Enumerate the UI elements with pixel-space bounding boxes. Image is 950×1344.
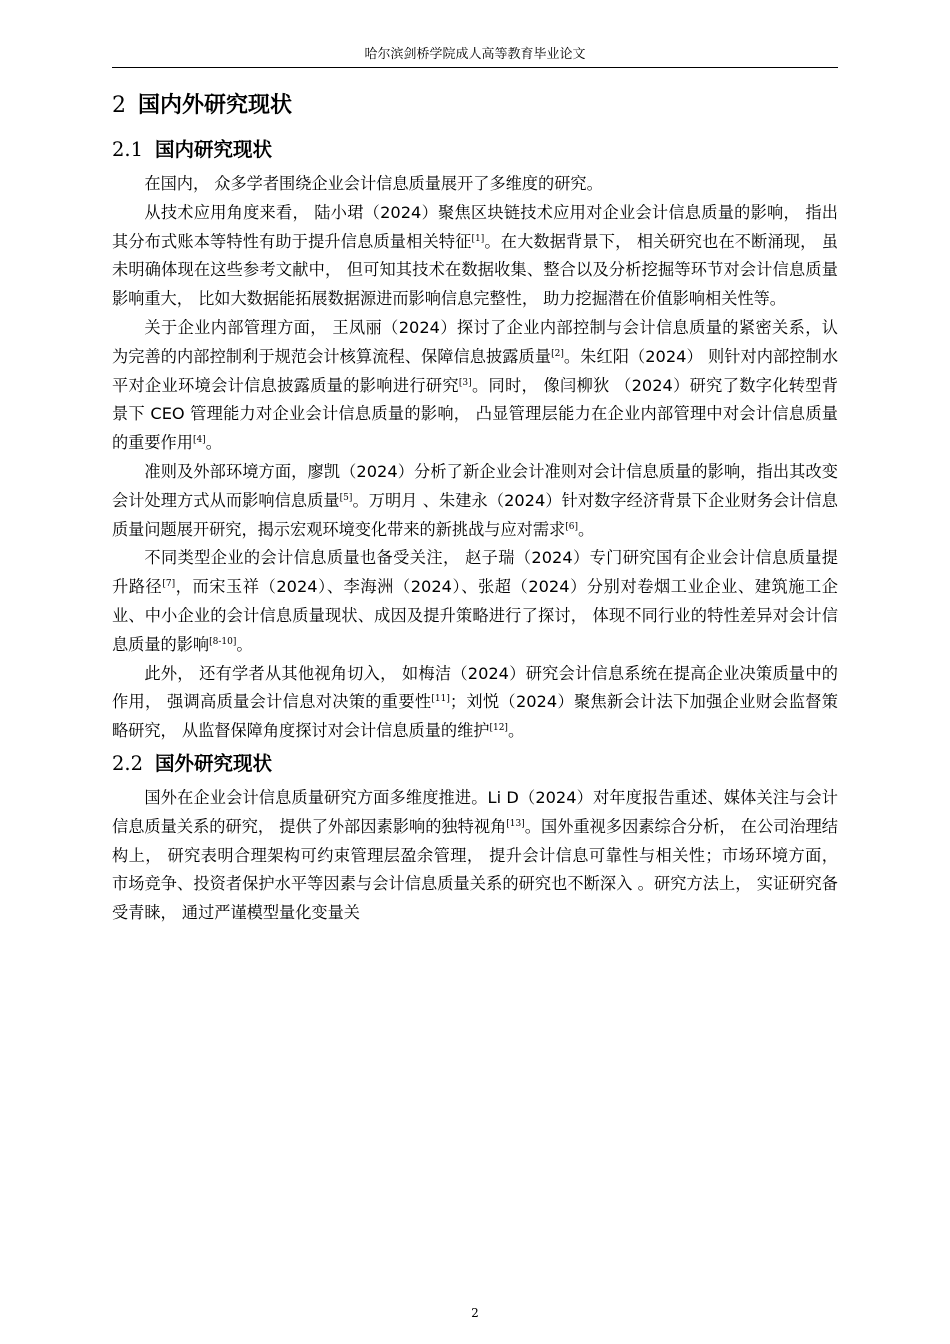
paragraph: 关于企业内部管理方面， 王凤丽（2024）探讨了企业内部控制与会计信息质量的紧密关系，认为完善的内部控制利于规范会计核算流程、保障信息披露质量[2]。朱红阳（2024） 则针对内部控制水平对企业环境会计信息披露质量的影响进行研究[3]。同时， 像闫柳狄 （2024）研究了数字化转型背景下 CEO 管理能力对企业会计信息质量的影响， 凸显管理层能力在企业内部管理中对会计信息质量的重要作用[4]。 — [112, 317, 839, 453]
paragraph: 准则及外部环境方面，廖凯（2024）分析了新企业会计准则对会计信息质量的影响，指出其改变会计处理方式从而影响信息质量[5]。万明月 、朱建永（2024）针对数字经济背景下企业财务会计信息质量问题展开研究，揭示宏观环境变化带来的新挑战与应对需求[6]。 — [112, 461, 838, 539]
page-number: 2 — [471, 1306, 479, 1320]
section-heading-domestic — [112, 132, 838, 168]
citation[interactable]: [3] — [458, 377, 472, 388]
citation[interactable]: [7] — [162, 579, 176, 590]
chapter-title: 国内外研究现状 — [138, 93, 293, 118]
citation[interactable]: [2] — [551, 348, 564, 359]
header-rule — [112, 67, 838, 68]
chapter-number: 2 — [112, 93, 126, 118]
citation[interactable]: [6] — [565, 521, 578, 532]
section-heading-foreign — [112, 746, 838, 782]
paragraph: 国外在企业会计信息质量研究方面多维度推进。Li D（2024）对年度报告重述、媒体关注与会计信息质量关系的研究， 提供了外部因素影响的独特视角[13]。国外重视多因素综合分析， 在公司治理结构上， 研究表明合理架构可约束管理层盈余管理， 提升会计信息可靠性与相关性；市场环境方面， 市场竞争、投资者保护水平等因素与会计信息质量关系的研究也不断深入 。研究方法上， 实证研究备受青睐， 通过严谨模型量化变量关 — [112, 787, 838, 923]
citation[interactable]: [12] — [489, 723, 508, 734]
citation[interactable]: [5] — [339, 492, 353, 503]
running-header: 哈尔滨剑桥学院成人高等教育毕业论文 — [364, 47, 586, 62]
chapter-heading — [112, 86, 838, 126]
paragraph: 在国内， 众多学者围绕企业会计信息质量展开了多维度的研究。 — [144, 174, 603, 193]
paragraph: 从技术应用角度来看， 陆小珺（2024）聚焦区块链技术应用对企业会计信息质量的影响， 指出其分布式账本等特性有助于提升信息质量相关特征[1]。在大数据背景下， 相关研究也在不断涌现， 虽未明确体现在这些参考文献中， 但可知其技术在数据收集、整合以及分析挖掘等环节对会计信息质量影响重大， 比如大数据能拓展数据源进而影响信息完整性， 助力挖掘潜在价值影响相关性等。 — [112, 202, 838, 309]
citation[interactable]: [8-10] — [209, 636, 237, 647]
section-number: 2.1 — [112, 138, 144, 161]
citation[interactable]: [4] — [192, 435, 206, 446]
citation[interactable]: [11] — [431, 694, 450, 705]
paragraph: 此外， 还有学者从其他视角切入， 如梅洁（2024）研究会计信息系统在提高企业决策质量中的作用， 强调高质量会计信息对决策的重要性[11]；刘悦（2024）聚焦新会计法下加强企业财会监督策略研究， 从监督保障角度探讨对会计信息质量的维护[12]。 — [112, 663, 838, 741]
page-content — [112, 86, 838, 928]
section-title: 国内研究现状 — [155, 138, 273, 161]
paragraph: 不同类型企业的会计信息质量也备受关注， 赵子瑞（2024）专门研究国有企业会计信息质量提升路径[7]，而宋玉祥（2024）、李海洲（2024）、张超（2024）分别对卷烟工业企业、建筑施工企业、中小企业的会计信息质量现状、成因及提升策略进行了探讨， 体现不同行业的特性差异对会计信息质量的影响[8-10]。 — [112, 548, 838, 654]
section-title: 国外研究现状 — [155, 751, 273, 775]
citation[interactable]: [13] — [506, 818, 525, 829]
section-number: 2.2 — [112, 751, 144, 775]
citation[interactable]: [1] — [471, 233, 485, 244]
